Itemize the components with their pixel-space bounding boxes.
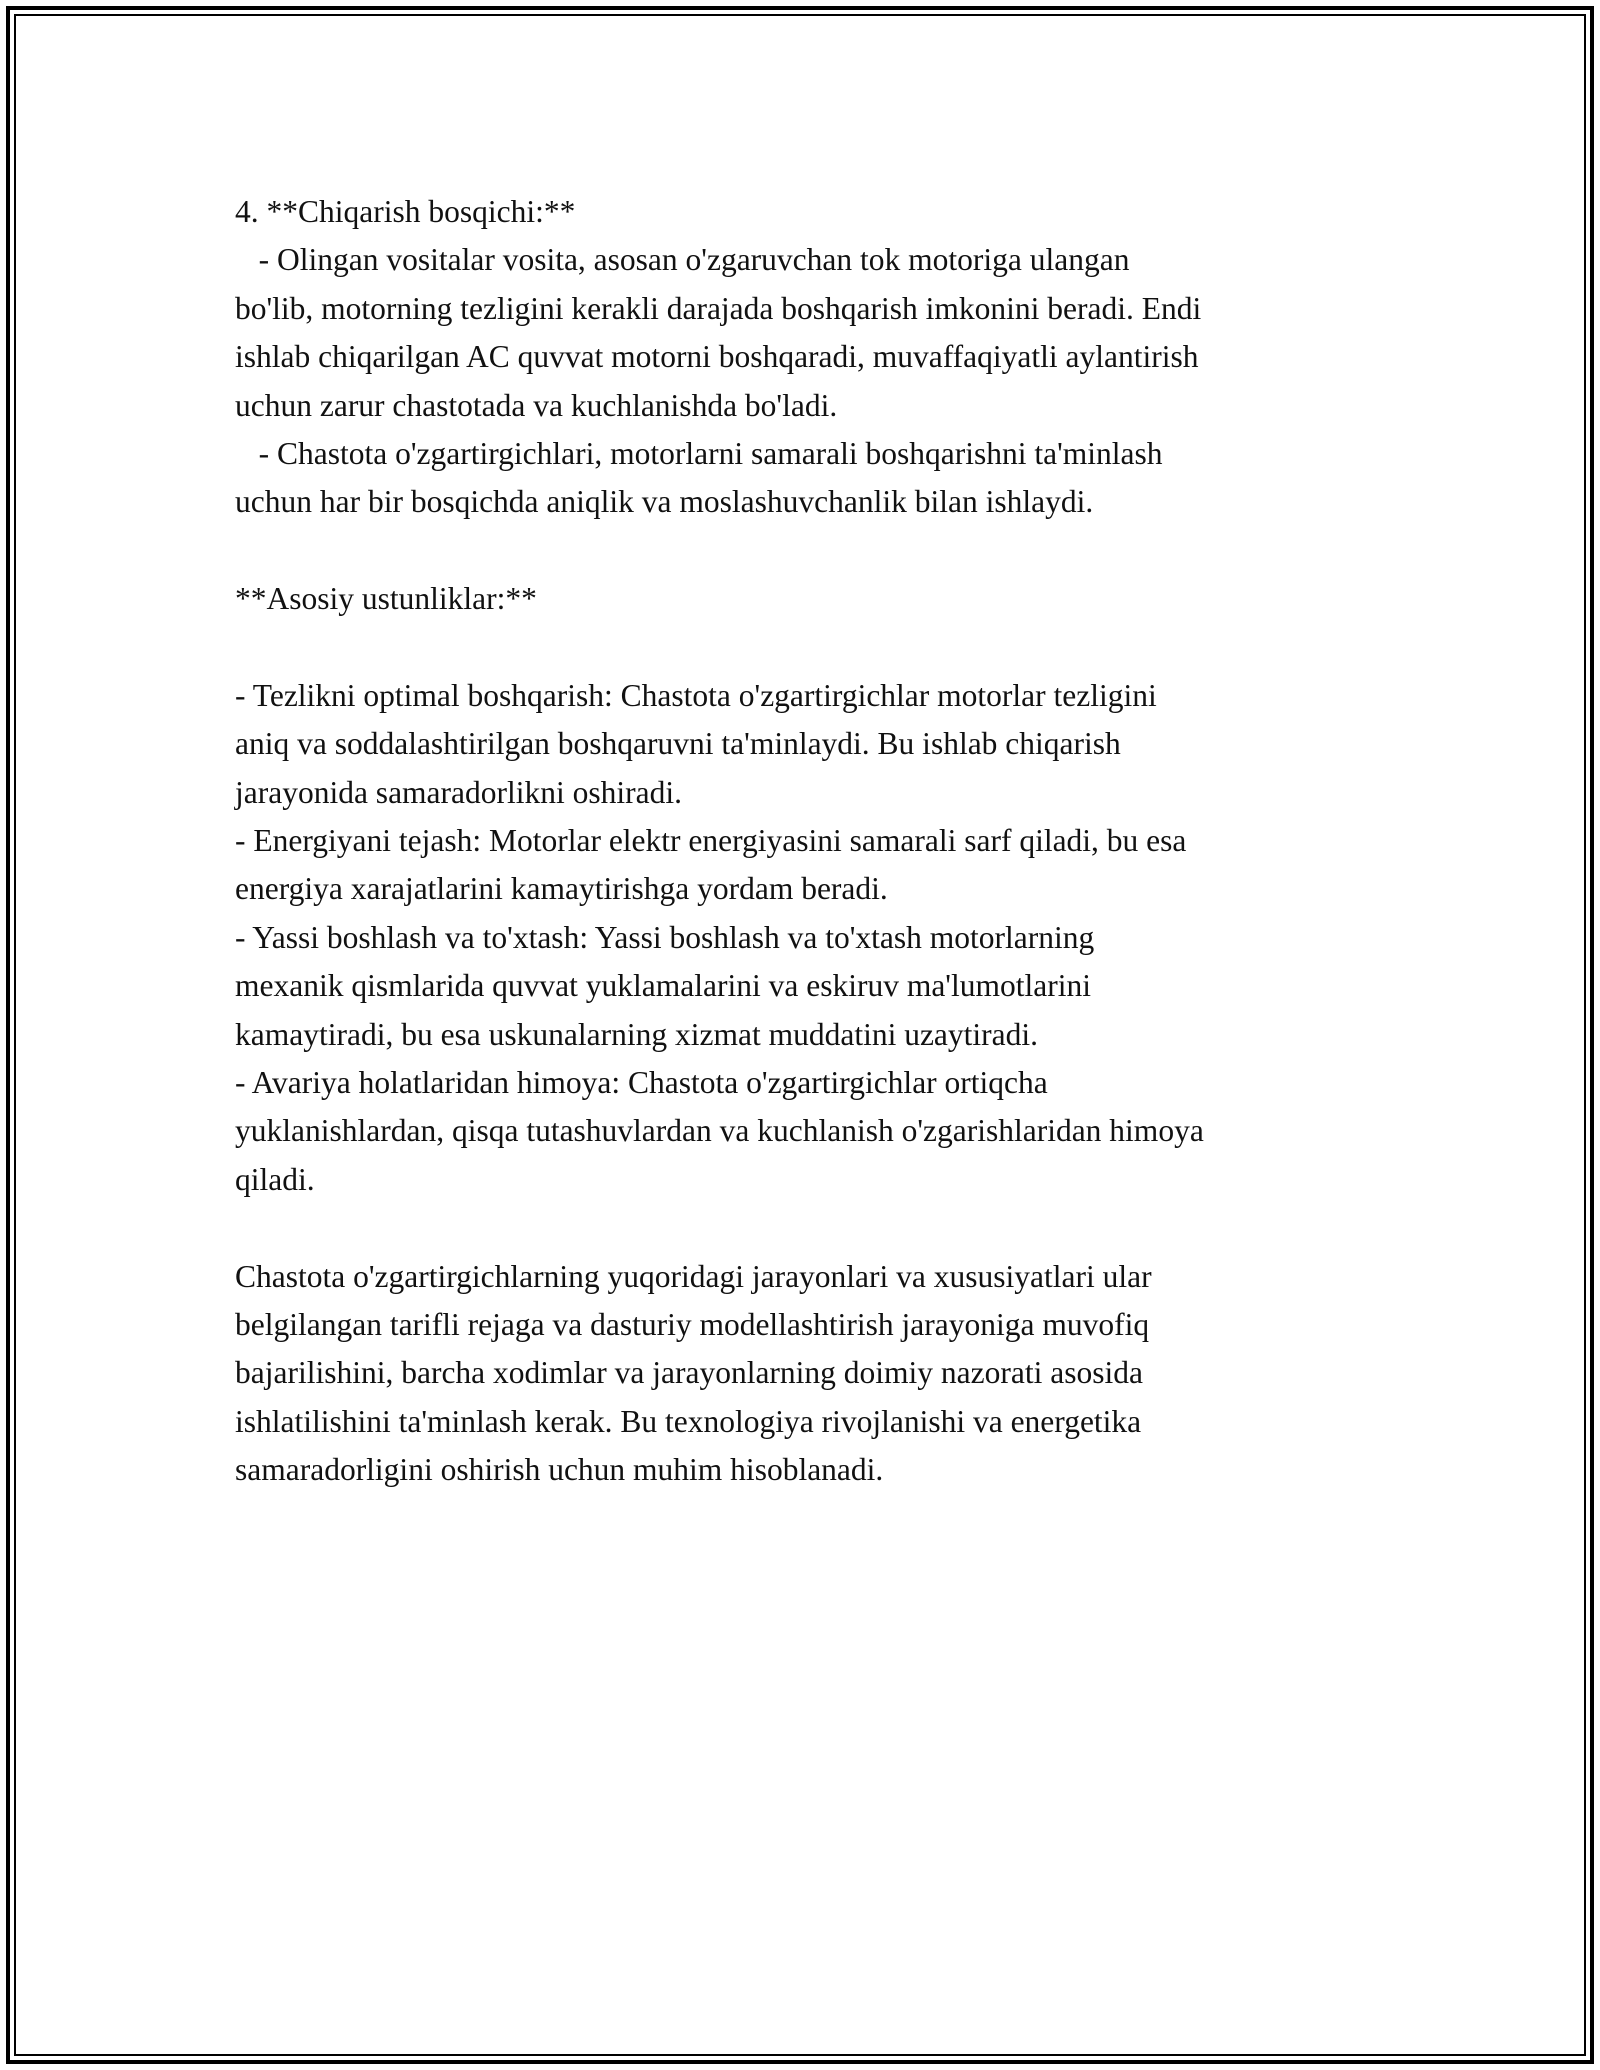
list-line: - Yassi boshlash va to'xtash: Yassi boshlash va to'xtash motorlarning — [235, 919, 1095, 955]
list-line: qiladi. — [235, 1161, 315, 1197]
list-line: - Avariya holatlaridan himoya: Chastota o'zgartirgichlar ortiqcha — [235, 1065, 1048, 1101]
document-body — [235, 188, 1375, 1495]
paragraph-line: ishlab chiqarilgan AC quvvat motorni boshqaradi, muvaffaqiyatli aylantirish — [235, 339, 1199, 375]
list-line: kamaytiradi, bu esa uskunalarning xizmat muddatini uzaytiradi. — [235, 1016, 1039, 1052]
paragraph-line: uchun har bir bosqichda aniqlik va moslashuvchanlik bilan ishlaydi. — [235, 484, 1094, 520]
conclusion-line: belgilangan tarifli rejaga va dasturiy modellashtirish jarayoniga muvofiq — [235, 1306, 1150, 1342]
section-heading: **Asosiy ustunliklar:** — [235, 581, 537, 617]
conclusion-line: samaradorligini oshirish uchun muhim hisoblanadi. — [235, 1452, 884, 1488]
section-heading: 4. **Chiqarish bosqichi:** — [235, 194, 576, 229]
paragraph-line: - Chastota o'zgartirgichlari, motorlarni samarali boshqarishni ta'minlash — [235, 435, 1163, 471]
paragraph-line: uchun zarur chastotada va kuchlanishda bo'ladi. — [235, 387, 838, 423]
paragraph-line: bo'lib, motorning tezligini kerakli darajada boshqarish imkonini beradi. Endi — [235, 290, 1202, 326]
list-line: jarayonida samaradorlikni oshiradi. — [235, 774, 682, 810]
conclusion-line: ishlatilishini ta'minlash kerak. Bu texnologiya rivojlanishi va energetika — [235, 1403, 1142, 1439]
spacer — [235, 1204, 1375, 1252]
paragraph-line: - Olingan vositalar vosita, asosan o'zgaruvchan tok motoriga ulangan — [235, 242, 1130, 278]
list-line: - Tezlikni optimal boshqarish: Chastota o'zgartirgichlar motorlar tezligini — [235, 677, 1157, 713]
conclusion-line: Chastota o'zgartirgichlarning yuqoridagi jarayonlari va xususiyatlari ular — [235, 1258, 1152, 1294]
list-line: mexanik qismlarida quvvat yuklamalarini va eskiruv ma'lumotlarini — [235, 968, 1091, 1004]
spacer — [235, 624, 1375, 672]
spacer — [235, 527, 1375, 575]
conclusion-line: bajarilishini, barcha xodimlar va jarayonlarning doimiy nazorati asosida — [235, 1355, 1143, 1391]
list-line: - Energiyani tejash: Motorlar elektr energiyasini samarali sarf qiladi, bu esa — [235, 823, 1187, 859]
list-line: aniq va soddalashtirilgan boshqaruvni ta'minlaydi. Bu ishlab chiqarish — [235, 726, 1121, 762]
list-line: energiya xarajatlarini kamaytirishga yordam beradi. — [235, 871, 888, 907]
list-line: yuklanishlardan, qisqa tutashuvlardan va kuchlanish o'zgarishlaridan himoya — [235, 1113, 1204, 1149]
